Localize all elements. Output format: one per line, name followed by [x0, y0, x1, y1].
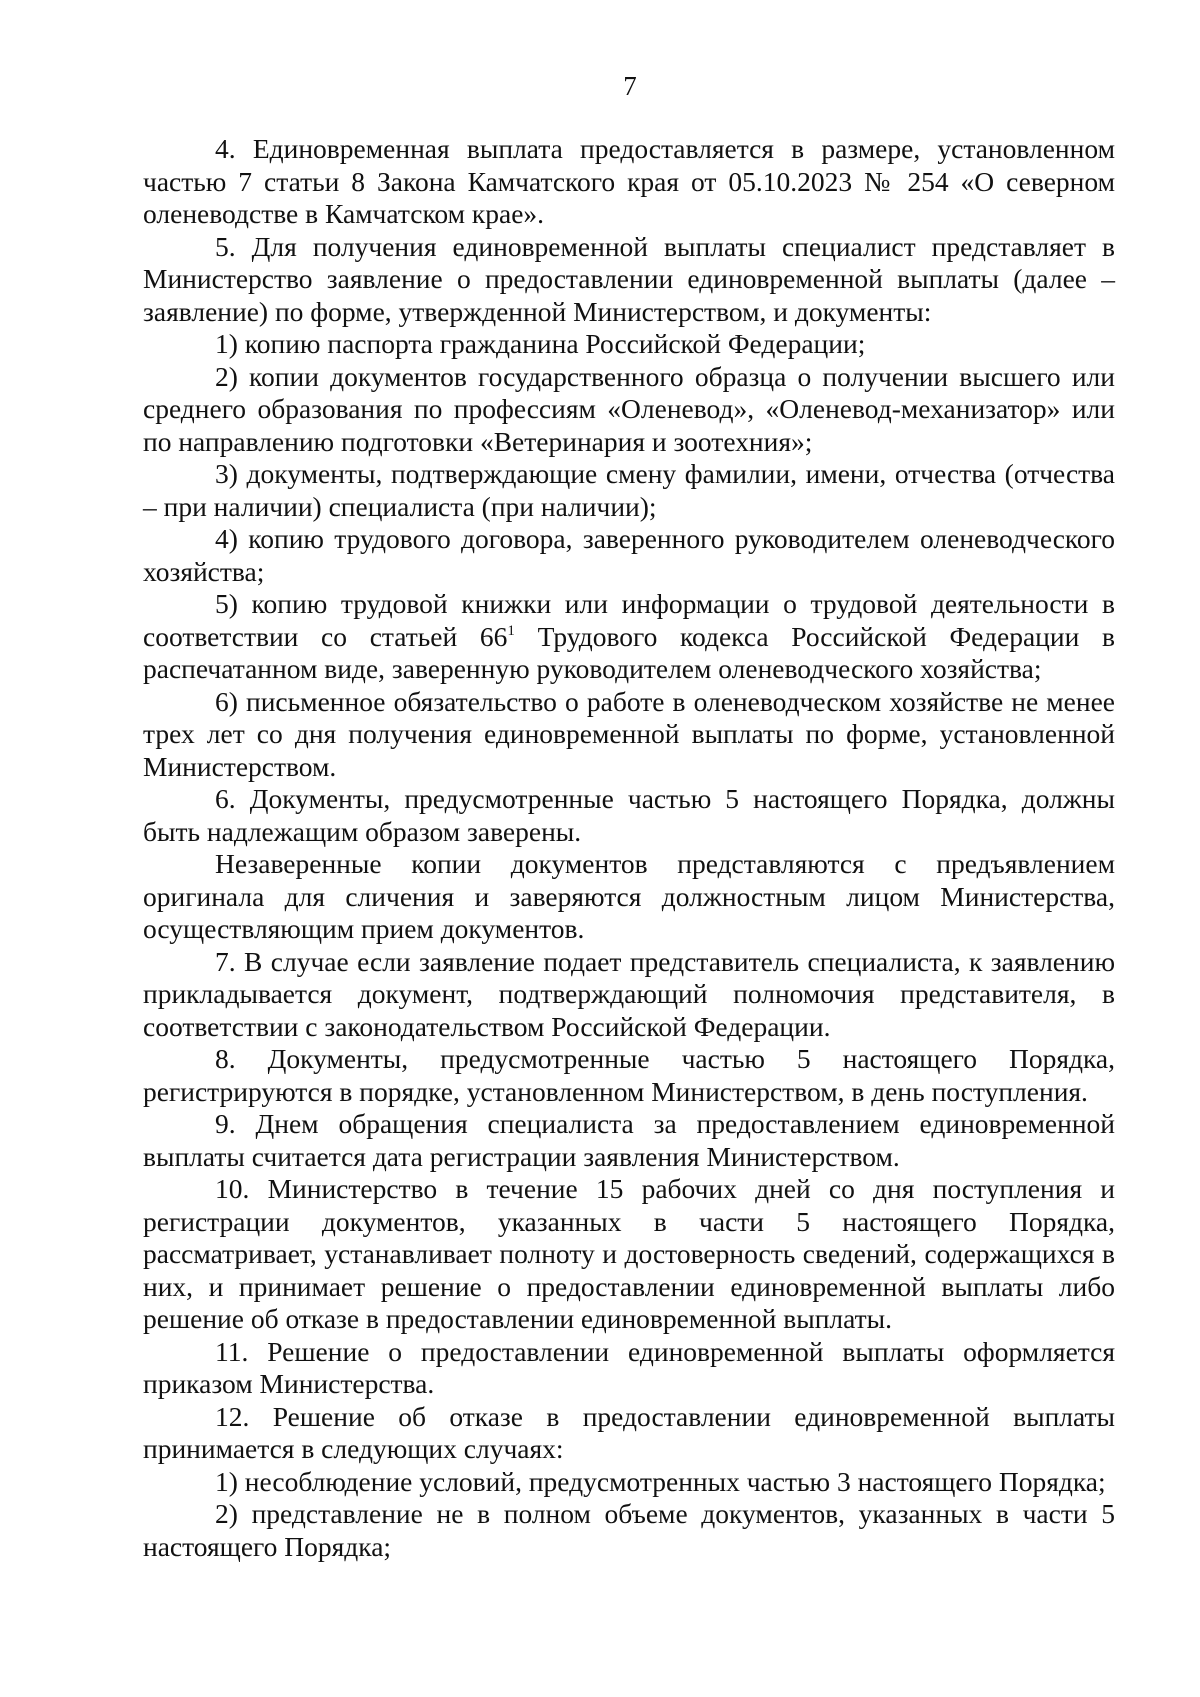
paragraph-item-9: 9. Днем обращения специалиста за предоставлением единовременной выплаты считается дата регистрации заявления Министерством. [143, 1108, 1115, 1172]
subitem-incomplete-documents: 2) представление не в полном объеме документов, указанных в части 5 настоящего Порядка; [143, 1498, 1115, 1562]
document-body [143, 133, 1115, 1563]
subitem-conditions-noncompliance: 1) несоблюдение условий, предусмотренных частью 3 настоящего Порядка; [215, 1465, 1106, 1497]
paragraph-item-8: 8. Документы, предусмотренные частью 5 настоящего Порядка, регистрируются в порядке, установленном Министерством, в день поступления. [143, 1043, 1115, 1107]
paragraph-item-4: 4. Единовременная выплата предоставляется в размере, установленном частью 7 статьи 8 Закона Камчатского края от 05.10.2023 № 254 «О северном оленеводстве в Камчатском крае». [143, 133, 1115, 229]
paragraph-item-10: 10. Министерство в течение 15 рабочих дней со дня поступления и регистрации документов, указанных в части 5 настоящего Порядка, рассматривает, устанавливает полноту и достоверность сведений, содержащихся в них, и принимает решение о предоставлении единовременной выплаты либо решение об отказе в предоставлении единовременной выплаты. [143, 1173, 1115, 1334]
paragraph-item-12: 12. Решение об отказе в предоставлении единовременной выплаты принимается в следующих случаях: [143, 1400, 1115, 1464]
paragraph-item-6: 6. Документы, предусмотренные частью 5 настоящего Порядка, должны быть надлежащим образом заверены. [143, 783, 1115, 847]
work-record-text-end: Трудового кодекса Российской Федерации в распечатанном виде, заверенную руководителем оленеводческого хозяйства; [143, 620, 1115, 684]
page-number: 7 [623, 71, 637, 101]
paragraph-item-5: 5. Для получения единовременной выплаты специалист представляет в Министерство заявление о предоставлении единовременной выплаты (далее – заявление) по форме, утвержденной Министерством, и документы: [143, 230, 1115, 327]
subitem-name-change-documents: 3) документы, подтверждающие смену фамилии, имени, отчества (отчества – при наличии) специалиста (при наличии); [143, 458, 1115, 522]
subitem-written-obligation: 6) письменное обязательство о работе в оленеводческом хозяйстве не менее трех лет со дня получения единовременной выплаты по форме, установленной Министерством. [143, 685, 1115, 782]
paragraph-item-11: 11. Решение о предоставлении единовременной выплаты оформляется приказом Министерства. [143, 1335, 1115, 1399]
subitem-passport-copy: 1) копию паспорта гражданина Российской Федерации; [215, 328, 866, 359]
article-superscript: 1 [507, 622, 515, 639]
subitem-employment-contract: 4) копию трудового договора, заверенного руководителем оленеводческого хозяйства; [143, 523, 1115, 587]
paragraph-uncertified-copies: Незаверенные копии документов представляются с предъявлением оригинала для сличения и заверяются должностным лицом Министерства, осуществляющим прием документов. [143, 848, 1115, 944]
subitem-work-record [143, 588, 1115, 686]
paragraph-item-7: 7. В случае если заявление подает представитель специалиста, к заявлению прикладывается документ, подтверждающий полномочия представителя, в соответствии с законодательством Российской Федерации. [143, 945, 1115, 1042]
work-record-text-start: 5) копию трудовой книжки или информации о трудовой деятельности в соответствии со статьей 66 [143, 588, 1115, 652]
subitem-education-documents: 2) копии документов государственного образца о получении высшего или среднего образования по профессиям «Оленевод», «Оленевод-механизатор» или по направлению подготовки «Ветеринария и зоотехния»; [143, 360, 1115, 457]
